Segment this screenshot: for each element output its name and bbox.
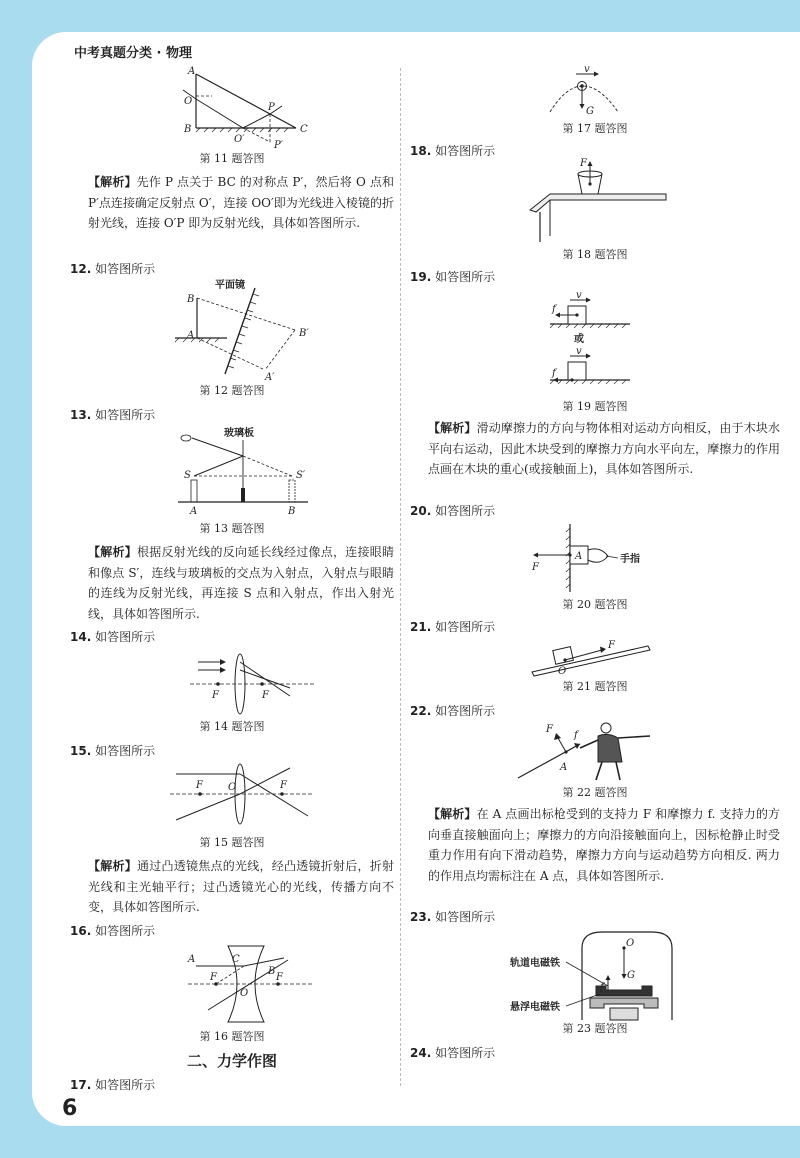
question-21	[410, 618, 495, 636]
question-17-text: 如答图所示	[95, 1078, 156, 1092]
figure-21-caption: 第 21 题答图	[562, 680, 628, 693]
analysis-13-label: 【解析】	[88, 545, 137, 559]
column-divider	[400, 68, 401, 1086]
question-21-number: 21.	[410, 620, 432, 634]
fig14-label-f2: F	[262, 690, 269, 701]
fig15-label-f2: F	[280, 780, 287, 791]
fig23-label-rail: 轨道电磁铁	[510, 958, 560, 969]
figure-12-caption: 第 12 题答图	[199, 384, 265, 397]
question-24	[410, 1044, 495, 1062]
fig13-label-s: S	[184, 470, 191, 481]
analysis-22-text: 在 A 点画出标枪受到的支持力 F 和摩擦力 f. 支持力的方向垂直接触面向上；摩擦力的方向沿接触面向上，因标枪静止时受重力作用有向下滑动趋势，摩擦力方向与运动趋势方向相反. 两力的作用点均需标注在 A 点，具体如答图所示.	[428, 807, 780, 883]
analysis-22-label: 【解析】	[428, 807, 477, 821]
fig13-label-a: A	[190, 506, 198, 517]
fig21-label-o: O	[558, 666, 567, 677]
figure-13-caption: 第 13 题答图	[199, 522, 265, 535]
question-20	[410, 502, 495, 520]
figure-15-caption: 第 15 题答图	[199, 836, 265, 849]
question-16-number: 16.	[70, 924, 92, 938]
figure-16-concave-lens-diagram	[188, 940, 318, 1024]
section-heading-mechanics: 二、力学作图	[186, 1052, 277, 1070]
figure-17-circular-motion-diagram	[540, 64, 640, 116]
question-16	[70, 922, 155, 940]
figure-21-incline-diagram	[528, 634, 658, 678]
fig12-label-b: B	[187, 294, 195, 305]
fig17-label-v: v	[584, 64, 590, 75]
fig21-label-f: F	[608, 640, 615, 651]
question-12	[70, 260, 155, 278]
figure-20-wall-block-diagram	[528, 520, 668, 594]
analysis-13	[88, 542, 394, 624]
question-21-text: 如答图所示	[435, 620, 496, 634]
fig19-label-v2: v	[576, 346, 582, 357]
fig12-label-ap: A′	[265, 372, 275, 383]
question-23-number: 23.	[410, 910, 432, 924]
figure-20-caption: 第 20 题答图	[562, 598, 628, 611]
question-19-number: 19.	[410, 270, 432, 284]
question-13-number: 13.	[70, 408, 92, 422]
fig16-label-c: C	[232, 954, 240, 965]
question-12-number: 12.	[70, 262, 92, 276]
question-18	[410, 142, 495, 160]
analysis-11-text: 先作 P 点关于 BC 的对称点 P′，然后将 O 点和 P′点连接确定反射点 O′，连接 OO′即为光线进入棱镜的折射光线，连接 O′P 即为反射光线，具体如答图所示.	[88, 175, 394, 230]
analysis-19-text: 滑动摩擦力的方向与物体相对运动方向相反，由于木块水平向右运动，因此木块受到的摩擦力方向水平向左，摩擦力的作用点画在木块的重心(或接触面上)，具体如答图所示.	[428, 421, 780, 476]
question-17	[70, 1076, 155, 1094]
fig14-label-f1: F	[212, 690, 219, 701]
figure-22-javelin-diagram	[510, 718, 660, 782]
question-22-text: 如答图所示	[435, 704, 496, 718]
question-22-number: 22.	[410, 704, 432, 718]
analysis-19	[428, 418, 780, 480]
figure-12-mirror-diagram	[175, 280, 325, 383]
figure-15-convex-lens-diagram	[170, 760, 320, 830]
fig17-label-g: G	[586, 106, 594, 117]
question-18-text: 如答图所示	[435, 144, 496, 158]
question-19	[410, 268, 495, 286]
fig18-label-f: F	[580, 158, 587, 169]
fig16-label-o: O	[240, 988, 249, 999]
fig16-label-f1: F	[210, 972, 217, 983]
question-19-text: 如答图所示	[435, 270, 496, 284]
analysis-11	[88, 172, 394, 234]
question-24-number: 24.	[410, 1046, 432, 1060]
figure-23-maglev-diagram	[510, 924, 690, 1024]
fig15-label-f1: F	[196, 780, 203, 791]
analysis-15-label: 【解析】	[88, 859, 137, 873]
fig22-label-a: A	[560, 762, 568, 773]
figure-17-caption: 第 17 题答图	[562, 122, 628, 135]
question-14-number: 14.	[70, 630, 92, 644]
fig11-label-b: B	[184, 124, 192, 135]
question-18-number: 18.	[410, 144, 432, 158]
question-16-text: 如答图所示	[95, 924, 156, 938]
figure-16-caption: 第 16 题答图	[199, 1030, 265, 1043]
fig19-label-f1: f	[552, 304, 556, 315]
figure-19-friction-diagram	[540, 288, 650, 398]
figure-14-caption: 第 14 题答图	[199, 720, 265, 733]
fig11-label-o: O	[184, 96, 193, 107]
page-header: 中考真题分类 · 物理	[74, 46, 192, 61]
analysis-13-text: 根据反射光线的反向延长线经过像点，连接眼睛和像点 S′，连线与玻璃板的交点为入射点，入射点与眼睛的连线为反射光线，再连接 S 点和入射点，作出入射光线，具体如答图所示.	[88, 545, 394, 621]
question-14-text: 如答图所示	[95, 630, 156, 644]
question-13-text: 如答图所示	[95, 408, 156, 422]
fig23-label-f: f	[600, 982, 604, 993]
question-15-number: 15.	[70, 744, 92, 758]
fig11-label-pp: P′	[274, 140, 283, 151]
analysis-19-label: 【解析】	[428, 421, 477, 435]
figure-22-caption: 第 22 题答图	[562, 786, 628, 799]
figure-19-caption: 第 19 题答图	[562, 400, 628, 413]
question-15-text: 如答图所示	[95, 744, 156, 758]
fig11-label-p: P	[268, 102, 275, 113]
fig23-label-o: O	[626, 938, 635, 949]
fig16-label-f2: F	[276, 972, 283, 983]
fig16-label-b: B	[268, 966, 276, 977]
question-23	[410, 908, 495, 926]
question-20-number: 20.	[410, 504, 432, 518]
fig12-title: 平面镜	[215, 280, 245, 291]
fig23-label-float: 悬浮电磁铁	[510, 1002, 560, 1013]
fig11-label-op: O′	[234, 134, 245, 145]
analysis-15	[88, 856, 394, 918]
fig20-label-finger: 手指	[620, 554, 640, 565]
question-22	[410, 702, 495, 720]
question-12-text: 如答图所示	[95, 262, 156, 276]
question-17-number: 17.	[70, 1078, 92, 1092]
question-24-text: 如答图所示	[435, 1046, 496, 1060]
figure-18-caption: 第 18 题答图	[562, 248, 628, 261]
fig22-label-f: F	[546, 724, 553, 735]
page-number: 6	[62, 1096, 78, 1121]
fig19-or: 或	[574, 334, 584, 345]
fig19-label-v1: v	[576, 290, 582, 301]
figure-18-cup-on-table-diagram	[530, 160, 670, 242]
fig20-label-f: F	[532, 562, 539, 573]
fig13-label-b: B	[288, 506, 296, 517]
fig15-label-o: O	[228, 782, 237, 793]
question-13	[70, 406, 155, 424]
figure-13-glass-plate-diagram	[178, 426, 328, 516]
fig16-label-a: A	[188, 954, 196, 965]
fig11-label-a: A	[188, 66, 196, 77]
analysis-11-label: 【解析】	[88, 175, 137, 189]
fig12-label-a: A	[187, 330, 195, 341]
question-23-text: 如答图所示	[435, 910, 496, 924]
fig23-label-g: G	[627, 970, 635, 981]
figure-14-convex-lens-diagram	[190, 646, 320, 716]
fig12-label-bp: B′	[299, 328, 309, 339]
analysis-22	[428, 804, 780, 886]
question-15	[70, 742, 155, 760]
fig22-label-friction: f	[574, 730, 578, 741]
fig13-title: 玻璃板	[224, 428, 254, 439]
fig19-label-f2: f	[552, 368, 556, 379]
fig13-label-sp: S′	[296, 470, 306, 481]
figure-11-prism-diagram	[178, 66, 378, 150]
fig11-label-c: C	[300, 124, 308, 135]
analysis-15-text: 通过凸透镜焦点的光线，经凸透镜折射后，折射光线和主光轴平行；过凸透镜光心的光线，传播方向不变，具体如答图所示.	[88, 859, 394, 914]
fig20-label-a: A	[575, 551, 583, 562]
figure-11-caption: 第 11 题答图	[199, 152, 265, 165]
figure-23-caption: 第 23 题答图	[562, 1022, 628, 1035]
question-20-text: 如答图所示	[435, 504, 496, 518]
question-14	[70, 628, 155, 646]
